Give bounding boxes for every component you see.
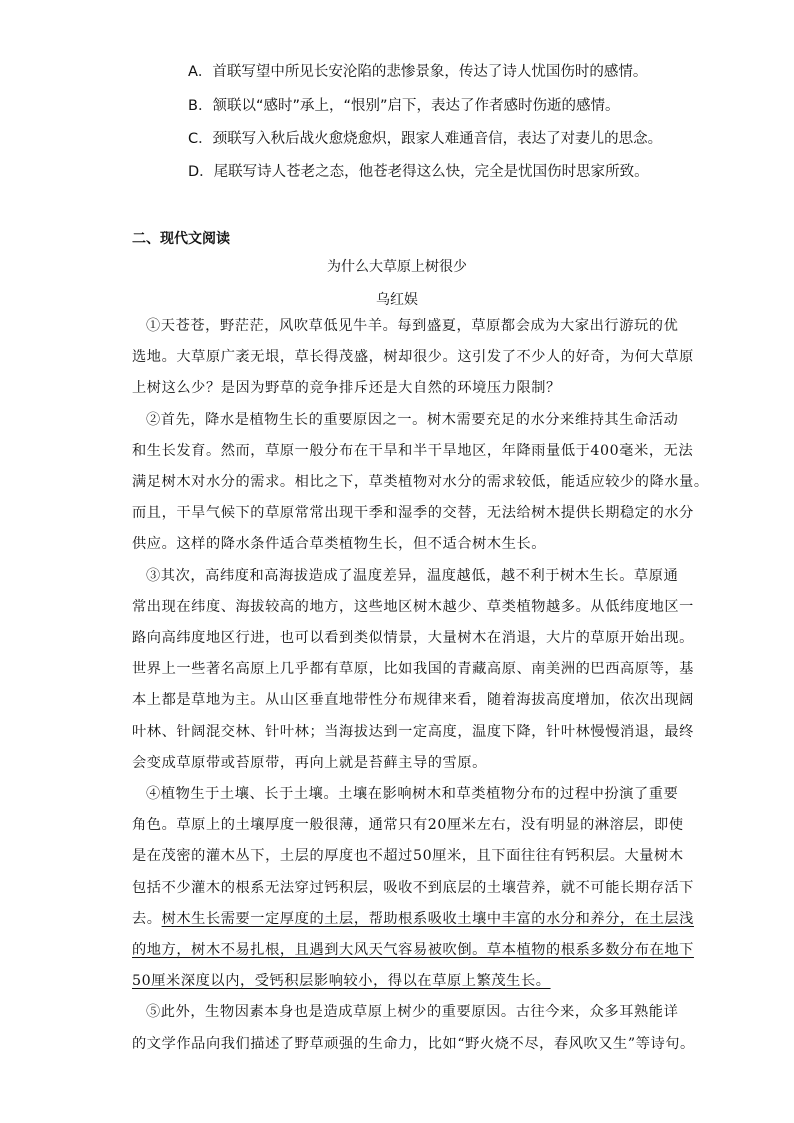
article-line [132,845,684,867]
article-line-text: ③其次，高纬度和高海拔造成了温度差异，温度越低，越不利于树木生长。草原通 [146,568,679,584]
article-line [132,471,709,493]
article-line [146,1001,678,1023]
article-line-text: 的文学作品向我们描述了野草顽强的生命力，比如“野火烧不尽，春风吹又生”等诗句。 [132,1036,695,1052]
article-line [132,970,551,992]
article-line [146,315,678,337]
article-line [146,565,678,587]
article-line [146,409,678,431]
article-line-text: ⑤此外，生物因素本身也是造成草原上树少的重要原因。古往今来，众多耳熟能详 [146,1004,679,1020]
article-line [132,814,684,836]
article-line [132,877,694,899]
article-line-text: 本上都是草地为主。从山区垂直地带性分布规律来看，随着海拔高度增加，依次出现阔 [132,692,694,708]
article-line-text: 上树这么少？是因为野草的竞争排斥还是大自然的环境压力限制？ [132,380,561,396]
article-line-prefix: 去。 [132,911,162,927]
article-line [132,377,561,399]
article-line [132,502,694,524]
article-line-text: ②首先，降水是植物生长的重要原因之一。树木需要充足的水分来维持其生命活动 [146,412,679,428]
article-line-text: 而且，干旱气候下的草原常常出现干季和湿季的交替，无法给树木提供长期稳定的水分 [132,505,694,521]
section-title: 二、现代文阅读 [132,231,230,247]
article-line-text: 满足树木对水分的需求。相比之下，草类植物对水分的需求较低，能适应较少的降水量。 [132,474,709,490]
article-line [132,346,694,368]
article-line [132,908,694,930]
underlined-text: 50厘米深度以内，受钙积层影响较小，得以在草原上繁茂生长。 [132,973,551,989]
article-line [132,440,693,462]
option-b: B．颔联以“感时”承上，“恨别”启下，表达了作者感时伤逝的感情。 [188,98,620,114]
article-line-text: 世界上一些著名高原上几乎都有草原，比如我国的青藏高原、南美洲的巴西高原等，基 [132,661,694,677]
article-line-text: 供应。这样的降水条件适合草类植物生长，但不适合树木生长。 [132,536,547,552]
article-line-text: 路向高纬度地区行进，也可以看到类似情景，大量树木在消退，大片的草原开始出现。 [132,630,694,646]
article-line-text: 常出现在纬度、海拔较高的地方，这些地区树木越少、草类植物越多。从低纬度地区一 [132,599,694,615]
option-c: C．颈联写入秋后战火愈烧愈炽，跟家人难通音信，表达了对妻儿的思念。 [188,131,663,147]
underlined-text: 树木生长需要一定厚度的土层，帮助根系吸收土壤中丰富的水分和养分，在土层浅 [161,911,694,927]
article-line [132,596,694,618]
underlined-text: 的地方，树木不易扎根，且遇到大风天气容易被吹倒。草本植物的根系多数分布在地下 [132,942,694,958]
article-line-text: ④植物生于土壤、长于土壤。土壤在影响树木和草类植物分布的过程中扮演了重要 [146,786,679,802]
article-line [146,783,678,805]
article-line-text: 包括不少灌木的根系无法穿过钙积层，吸收不到底层的土壤营养，就不可能长期存活下 [132,880,694,896]
article-title: 为什么大草原上树很少 [327,259,467,275]
article-line-text: 选地。大草原广袤无垠，草长得茂盛，树却很少。这引发了不少人的好奇，为何大草原 [132,349,694,365]
article-line-text: 会变成草原带或苔原带，再向上就是苔藓主导的雪原。 [132,755,487,771]
article-author: 乌红娱 [376,292,418,308]
article-line-text: 和生长发育。然而，草原一般分布在干旱和半干旱地区，年降雨量低于400毫米，无法 [132,443,694,459]
article-line [132,533,546,555]
article-line-text: 叶林、针阔混交林、针叶林；当海拔达到一定高度，温度下降，针叶林慢慢消退，最终 [132,724,694,740]
option-a: A．首联写望中所见长安沦陷的悲惨景象，传达了诗人忧国伤时的感情。 [188,64,648,80]
article-line [132,721,694,743]
article-line [132,1033,695,1055]
option-d: D．尾联写诗人苍老之态，他苍老得这么快，完全是忧国伤时思家所致。 [188,164,649,180]
article-line [132,658,694,680]
article-line-text: ①天苍苍，野茫茫，风吹草低见牛羊。每到盛夏，草原都会成为大家出行游玩的优 [146,318,679,334]
article-line [132,752,487,774]
article-line-text: 角色。草原上的土壤厚度一般很薄，通常只有20厘米左右，没有明显的淋溶层，即使 [132,817,684,833]
article-line-text: 是在茂密的灌木丛下，土层的厚度也不超过50厘米，且下面往往有钙积层。大量树木 [132,848,684,864]
article-line [132,689,694,711]
article-line [132,627,694,649]
article-line [132,939,694,961]
